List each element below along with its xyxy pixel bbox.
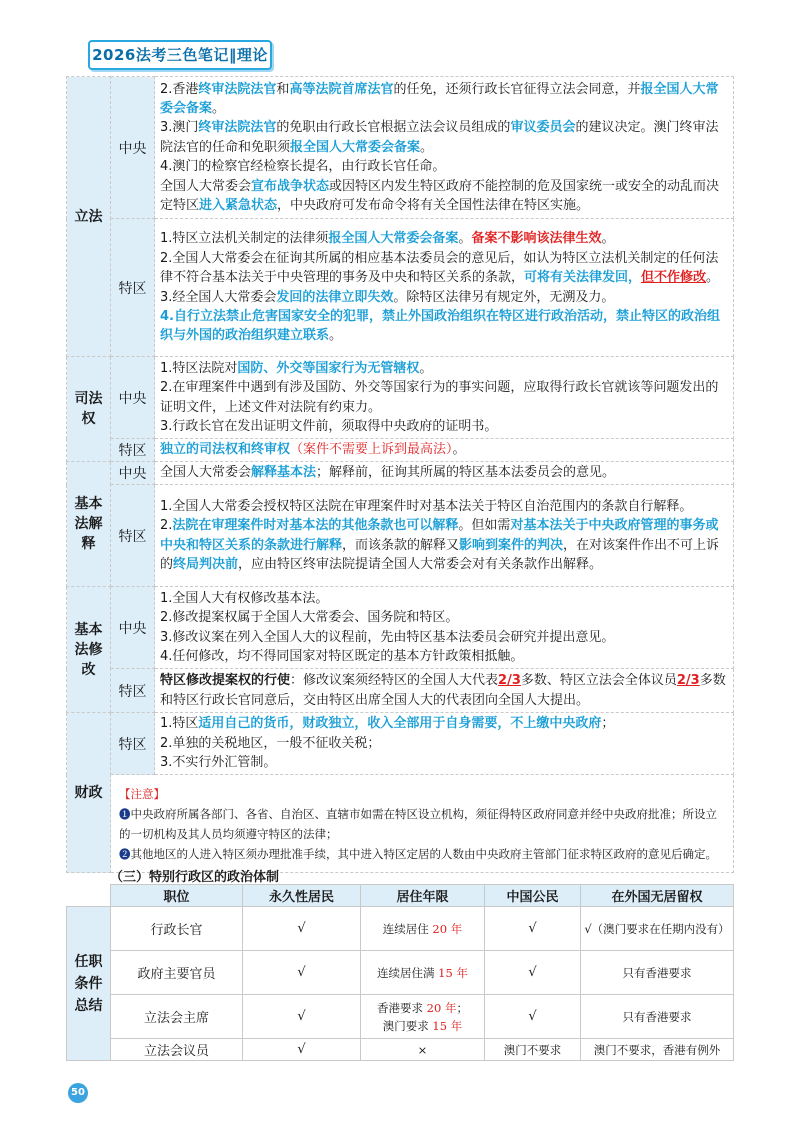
interp-central-content: 全国人大常委会解释基本法；解释前，征询其所属的特区基本法委员会的意见。 xyxy=(155,462,734,485)
finance-sar-content xyxy=(155,713,734,775)
interp-sar-content xyxy=(155,485,734,587)
judicial-central-content xyxy=(155,357,734,439)
category-amendment: 基本法修改 xyxy=(67,587,111,713)
amend-central-p2: 2.修改提案权属于全国人大常委会、国务院和特区。 xyxy=(160,610,459,626)
interp-central-label: 中央 xyxy=(111,462,155,485)
note-title: 【注意】 xyxy=(119,786,165,801)
header-position: 职位 xyxy=(111,885,243,907)
citizen-cell: √ xyxy=(485,951,581,995)
qualification-table xyxy=(66,884,734,1061)
amend-central-p3: 3.修改议案在列入全国人大的议程前，先由特区基本法委员会研究并提出意见。 xyxy=(160,629,615,645)
citizen-cell: √ xyxy=(485,907,581,951)
sar-powers-table xyxy=(66,76,734,873)
legis-central-row xyxy=(67,77,734,219)
finance-sar-p2: 2.单独的关税地区，一般不征收关税； xyxy=(160,735,381,751)
judicial-central-label: 中央 xyxy=(111,357,155,439)
judicial-central-p1: 1.特区法院对国防、外交等国家行为无管辖权。 xyxy=(160,360,433,376)
position-cell: 政府主要官员 xyxy=(111,951,243,995)
bullet-one-icon: ❶ xyxy=(119,806,131,821)
foreign-cell: √（澳门要求在任期内没有） xyxy=(581,907,734,951)
permanent-cell: √ xyxy=(243,951,361,995)
position-cell: 行政长官 xyxy=(111,907,243,951)
amend-central-content xyxy=(155,587,734,669)
page-header-title: 2026法考三色笔记‖理论 xyxy=(92,46,268,64)
interp-sar-p2: 2.法院在审理案件时对基本法的其他条款也可以解释。但如需对基本法关于中央政府管理的事务或中央和特区关系的条款进行解释，而该条款的解释又影响到案件的判决，在对该案件作出不可上诉的终局判决前，应由特区终审法院提请全国人大常委会对有关条款作出解释。 xyxy=(160,518,720,572)
header-citizen: 中国公民 xyxy=(485,885,581,907)
legis-sar-p3: 3.经全国人大常委会发回的法律立即失效。除特区法律另有规定外，无溯及力。 xyxy=(160,289,615,305)
judicial-central-p3: 3.行政长官在发出证明文件前，须取得中央政府的证明书。 xyxy=(160,418,498,434)
permanent-cell: √ xyxy=(243,995,361,1039)
legis-sar-p1: 1.特区立法机关制定的法律须报全国人大常委会备案。备案不影响该法律生效。 xyxy=(160,231,615,247)
bullet-two-icon: ❷ xyxy=(119,846,131,861)
foreign-cell: 只有香港要求 xyxy=(581,951,734,995)
years-cell: 连续居住 20 年 xyxy=(361,907,485,951)
amend-central-row xyxy=(67,587,734,669)
category-legislation: 立法 xyxy=(67,77,111,357)
legis-sar-content xyxy=(155,219,734,357)
amend-sar-content: 特区修改提案权的行使：修改议案须经特区的全国人大代表2/3多数、特区立法会全体议员2/3多数和特区行政长官同意后，交由特区出席全国人大的代表团向全国人大提出。 xyxy=(155,669,734,713)
legis-sar-row xyxy=(67,219,734,357)
legis-central-content xyxy=(155,77,734,219)
qualification-category: 任职条件总结 xyxy=(67,907,111,1061)
table-row xyxy=(67,1039,734,1061)
amend-sar-label: 特区 xyxy=(111,669,155,713)
years-cell: 连续居住满 15 年 xyxy=(361,951,485,995)
judicial-sar-label: 特区 xyxy=(111,439,155,462)
judicial-central-row xyxy=(67,357,734,439)
category-judicial: 司法权 xyxy=(67,357,111,462)
years-cell: × xyxy=(361,1039,485,1061)
legis-central-p4: 4.澳门的检察官经检察长提名，由行政长官任命。 xyxy=(160,159,446,175)
finance-sar-row xyxy=(67,713,734,775)
foreign-cell: 澳门不要求，香港有例外 xyxy=(581,1039,734,1061)
interp-sar-label: 特区 xyxy=(111,485,155,587)
category-finance: 财政 xyxy=(67,713,111,873)
finance-note xyxy=(111,775,734,873)
table-row xyxy=(67,995,734,1039)
judicial-sar-row xyxy=(67,439,734,462)
finance-sar-p3: 3.不实行外汇管制。 xyxy=(160,755,277,771)
qualification-header-row xyxy=(67,885,734,907)
legis-sar-p4: 4.自行立法禁止危害国家安全的犯罪，禁止外国政治组织在特区进行政治活动，禁止特区的政治组织与外国的政治组织建立联系。 xyxy=(160,308,720,344)
judicial-sar-content: 独立的司法权和终审权（案件不需要上诉到最高法）。 xyxy=(155,439,734,462)
legis-central-p5: 全国人大常委会宣布战争状态或因特区内发生特区政府不能控制的危及国家统一或安全的动乱而决定特区进入紧急状态，中央政府可发布命令将有关全国性法律在特区实施。 xyxy=(160,178,720,214)
finance-sar-label: 特区 xyxy=(111,713,155,775)
amend-central-p1: 1.全国人大有权修改基本法。 xyxy=(160,590,329,606)
legis-sar-p2: 2.全国人大常委会在征询其所属的相应基本法委员会的意见后，如认为特区立法机关制定的任何法律不符合基本法关于中央管理的事务及中央和特区关系的条款，可将有关法律发回，但不作修改。 xyxy=(160,250,720,286)
finance-sar-p1: 1.特区适用自己的货币，财政独立，收入全部用于自身需要，不上缴中央政府； xyxy=(160,716,615,732)
citizen-cell: √ xyxy=(485,995,581,1039)
table-row xyxy=(67,951,734,995)
amend-sar-row xyxy=(67,669,734,713)
foreign-cell: 只有香港要求 xyxy=(581,995,734,1039)
legis-sar-label: 特区 xyxy=(111,219,155,357)
permanent-cell: √ xyxy=(243,907,361,951)
header-banner xyxy=(88,40,272,70)
position-cell: 立法会议员 xyxy=(111,1039,243,1061)
table-row xyxy=(67,907,734,951)
note-item-1: ❶中央政府所属各部门、各省、自治区、直辖市如需在特区设立机构，须征得特区政府同意并经中央政府批准；所设立的一切机构及其人员均须遵守特区的法律； xyxy=(119,806,717,841)
position-cell: 立法会主席 xyxy=(111,995,243,1039)
interp-sar-row xyxy=(67,485,734,587)
amend-central-p4: 4.任何修改，均不得同国家对特区既定的基本方针政策相抵触。 xyxy=(160,648,524,664)
citizen-cell: 澳门不要求 xyxy=(485,1039,581,1061)
header-foreign: 在外国无居留权 xyxy=(581,885,734,907)
judicial-central-p2: 2.在审理案件中遇到有涉及国防、外交等国家行为的事实问题，应取得行政长官就该等问题发出的证明文件，上述文件对法院有约束力。 xyxy=(160,380,719,415)
interp-central-row xyxy=(67,462,734,485)
interp-sar-p1: 1.全国人大常委会授权特区法院在审理案件时对基本法关于特区自治范围内的条款自行解释。 xyxy=(160,498,693,514)
category-interpretation: 基本法解释 xyxy=(67,462,111,587)
section-heading: （三）特别行政区的政治体制 xyxy=(110,870,280,885)
finance-note-row xyxy=(67,775,734,873)
header-permanent: 永久性居民 xyxy=(243,885,361,907)
page-number: 50 xyxy=(68,1083,88,1103)
legis-central-label: 中央 xyxy=(111,77,155,219)
header-years: 居住年限 xyxy=(361,885,485,907)
legis-central-p2: 2.香港终审法院法官和高等法院首席法官的任免，还须行政长官征得立法会同意，并报全国人大常委会备案。 xyxy=(160,81,719,116)
permanent-cell: √ xyxy=(243,1039,361,1061)
note-item-2: ❷其他地区的人进入特区须办理批准手续，其中进入特区定居的人数由中央政府主管部门征求特区政府的意见后确定。 xyxy=(119,846,717,861)
years-cell: 香港要求 20 年； 澳门要求 15 年 xyxy=(361,995,485,1039)
legis-central-p3: 3.澳门终审法院法官的免职由行政长官根据立法会议员组成的审议委员会的建议决定。澳门终审法院法官的任命和免职须报全国人大常委会备案。 xyxy=(160,120,719,155)
amend-central-label: 中央 xyxy=(111,587,155,669)
